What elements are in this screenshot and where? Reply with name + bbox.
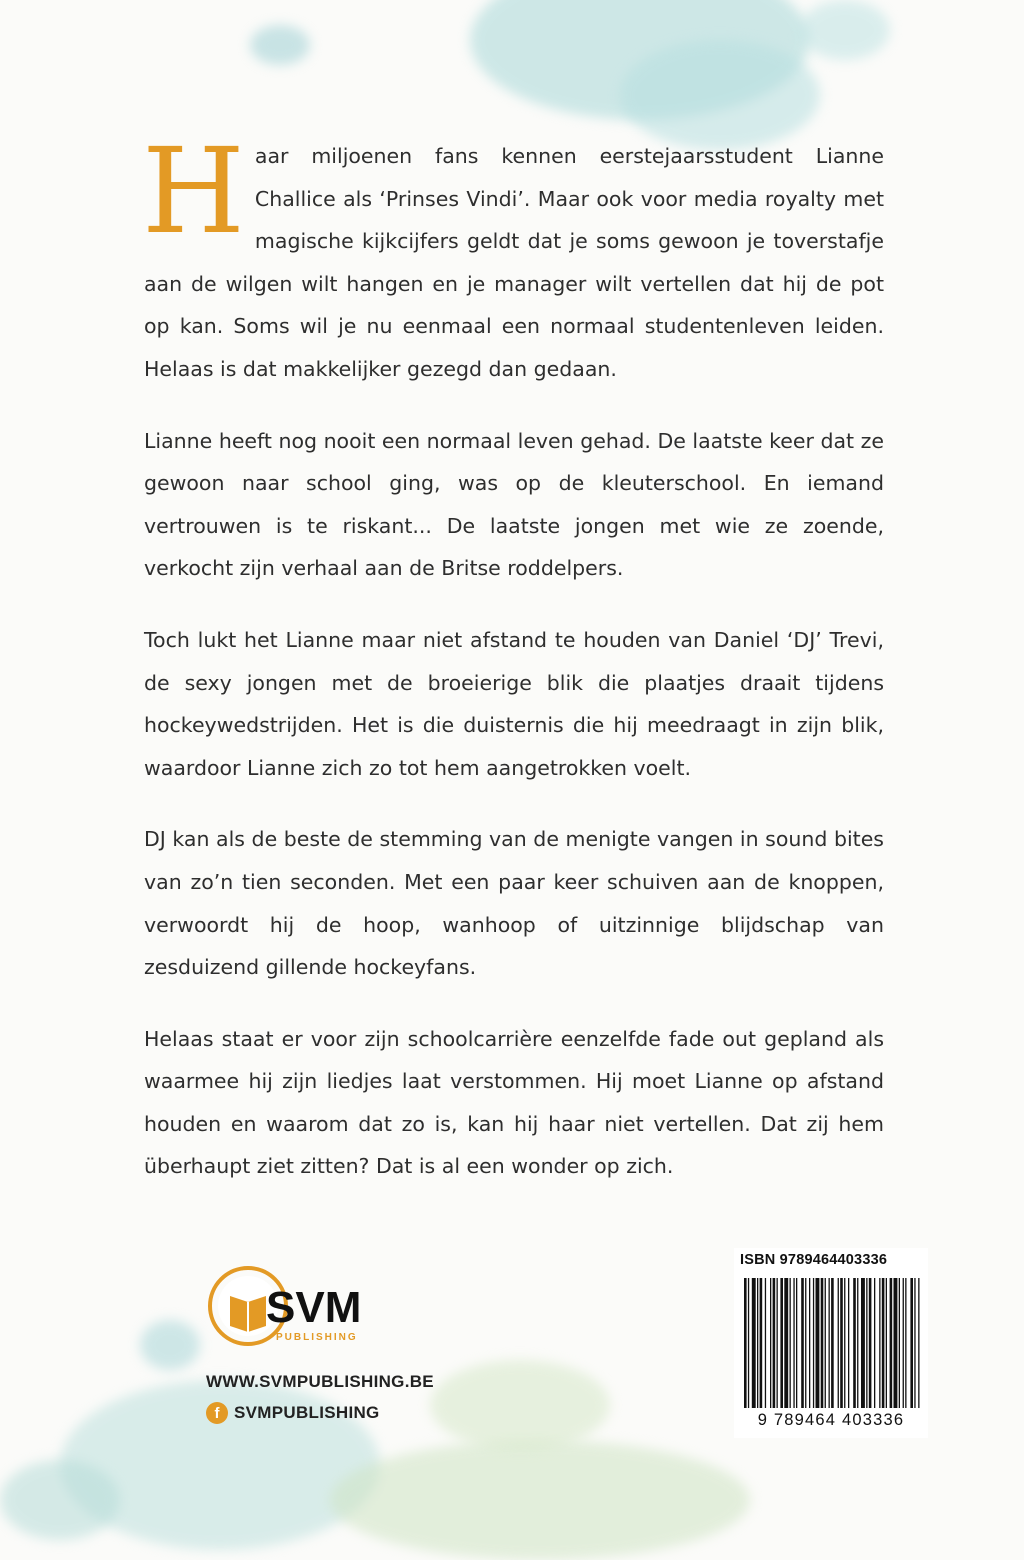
barcode-bar [780,1278,783,1408]
barcode-bar [879,1278,880,1408]
svm-publishing-logo [206,1262,406,1352]
blurb-paragraph: DJ kan als de beste de stemming van de menigte vangen in sound bites van zo’n tien seconden. Met een paar keer schuiven aan de knoppen, verwoordt hij de hoop, wanhoop of uitzinnige blijdschap van zesduizend gillende hockeyfans. [144,827,884,980]
barcode-bar [874,1278,875,1408]
barcode-bar [838,1278,839,1408]
watercolor-splash [0,1460,120,1540]
facebook-link[interactable] [206,1402,380,1424]
barcode-bar [869,1278,872,1408]
barcode-bar [910,1278,913,1408]
barcode-bar [813,1278,814,1408]
blurb-paragraph: Lianne heeft nog nooit een normaal leven gehad. De laatste keer dat ze gewoon naar school ging, was op de kleuterschool. En iemand vertrouwen is te riskant... De laatste jongen met wie ze zoende, verkocht zijn verhaal aan de Britse roddelpers. [144,428,884,581]
barcode-bar [890,1278,893,1408]
watercolor-splash [800,0,890,60]
blurb-paragraph: Toch lukt het Lianne maar niet afstand te houden van Daniel ‘DJ’ Trevi, de sexy jongen met de broeierige blik die plaatjes draait tijdens hockeywedstrijden. Het is die duisternis die hij meedraagt in zijn blik, waardoor Lianne zich zo tot hem aangetrokken voelt. [144,627,884,780]
barcode-bar [748,1278,749,1408]
blurb-paragraph-text: aar miljoenen fans kennen eerstejaarsstudent Lianne Challice als ‘Prinses Vindi’. Maar ook voor media royalty met magische kijkcijfers geldt dat je soms gewoon je toverstafje aan de wilgen wilt hangen en je manager wilt vertellen dat hij de pot op kan. Soms wil je nu eenmaal een normaal studentenleven leiden. Helaas is dat makkelijker gezegd dan gedaan. [144,144,884,381]
barcode-bars [734,1278,928,1412]
barcode-bar [914,1278,915,1408]
watercolor-splash [140,1320,200,1370]
barcode-bar [831,1278,834,1408]
isbn-barcode [734,1248,928,1438]
logo-subtext: PUBLISHING [276,1332,358,1343]
barcode-bar [760,1278,763,1408]
barcode-bar [809,1278,810,1408]
isbn-label: ISBN 9789464403336 [740,1252,888,1268]
watercolor-splash [250,25,310,65]
barcode-bar [844,1278,845,1408]
facebook-handle: SVMPUBLISHING [234,1403,380,1422]
barcode-bar [861,1278,865,1408]
barcode-bar [796,1278,797,1408]
barcode-bar [899,1278,900,1408]
blurb [142,122,884,1217]
barcode-bar [903,1278,904,1408]
barcode-bar [805,1278,806,1408]
barcode-bar [765,1278,766,1408]
barcode-bar [886,1278,887,1408]
barcode-bar [857,1278,858,1408]
blurb-paragraph: Helaas staat er voor zijn schoolcarrière eenzelfde fade out gepland als waarmee hij zijn liedjes laat verstommen. Hij moet Lianne op afstand houden en waarom dat zo is, kan hij haar niet vertellen. Dat zij hem überhaupt ziet zitten? Dat is al een wonder op zich. [144,1026,884,1179]
barcode-bar [848,1278,849,1408]
barcode-bar [757,1278,758,1408]
barcode-number: 9 789464 403336 [757,1411,905,1429]
barcode-bar [801,1278,804,1408]
barcode-bar [853,1278,856,1408]
barcode-bar [784,1278,788,1408]
watercolor-splash [430,1360,610,1450]
barcode-bar [894,1278,898,1408]
barcode-bar [882,1278,885,1408]
publisher-website[interactable]: WWW.SVMPUBLISHING.BE [206,1372,434,1391]
barcode-bar [790,1278,791,1408]
barcode-bar [866,1278,867,1408]
watercolor-splash [620,40,820,150]
barcode-bar [793,1278,794,1408]
barcode-bar [777,1278,778,1408]
barcode-bar [770,1278,771,1408]
barcode-bar [821,1278,824,1408]
barcode-bar [825,1278,826,1408]
drop-cap: H [142,122,245,260]
barcode-bar [918,1278,919,1408]
barcode-bar [829,1278,830,1408]
watercolor-splash [330,1440,750,1560]
logo-wordmark: SVM [266,1283,362,1332]
barcode-bar [773,1278,776,1408]
barcode-bar [905,1278,906,1408]
barcode-bar [840,1278,843,1408]
blurb-paragraph [142,122,884,391]
barcode-bar [752,1278,756,1408]
barcode-bar [744,1278,747,1408]
barcode-bar [816,1278,820,1408]
facebook-icon: f [206,1402,228,1424]
